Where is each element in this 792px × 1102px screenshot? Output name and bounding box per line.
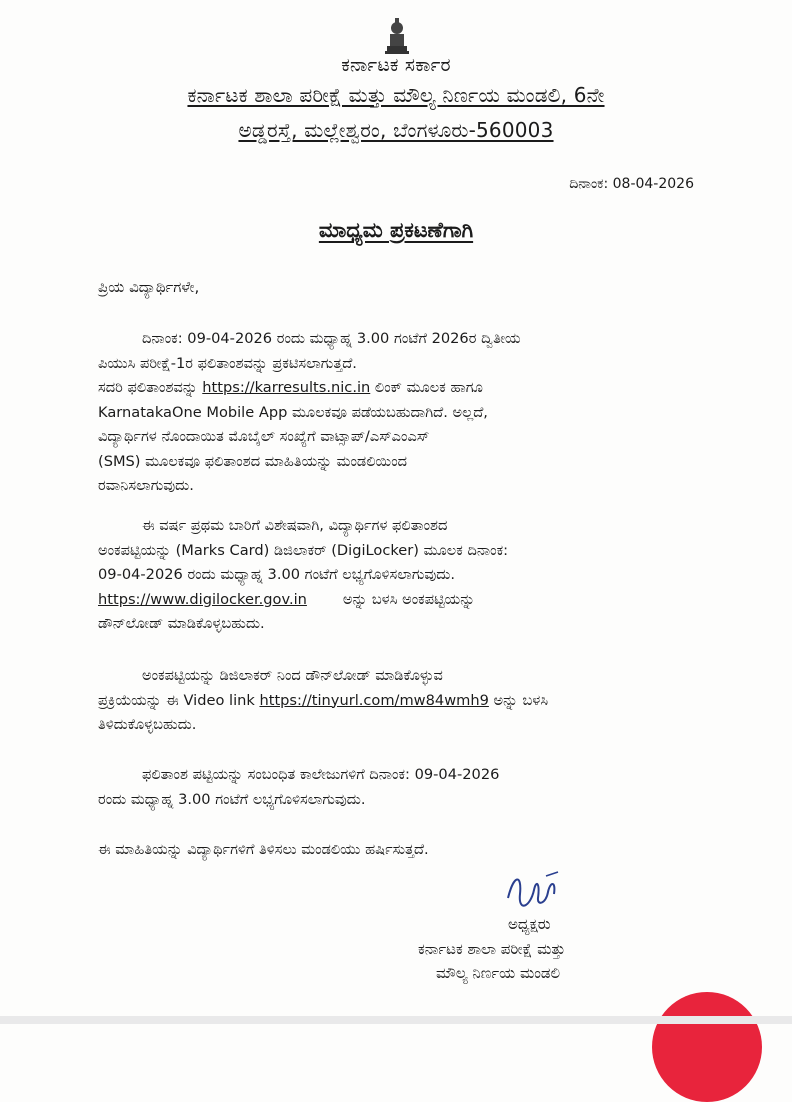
paragraph-line: 09-04-2026 ರಂದು ಮಧ್ಯಾಹ್ನ 3.00 ಗಂಟೆಗೆ ಲಭ್ಯಗೊಳಿಸಲಾಗುವುದು. — [98, 566, 455, 583]
paragraph-line: ಡೌನ್‌ಲೋಡ್ ಮಾಡಿಕೊಳ್ಳಬಹುದು. — [98, 615, 265, 632]
paragraph-digilocker — [98, 514, 698, 637]
tinyurl-video-link[interactable]: https://tinyurl.com/mw84wmh9 — [259, 691, 489, 709]
header-address: ಅಡ್ಡರಸ್ತೆ, ಮಲ್ಲೇಶ್ವರಂ, ಬೆಂಗಳೂರು-560003 — [238, 118, 554, 142]
paragraph-line: (SMS) ಮೂಲಕವೂ ಫಲಿತಾಂಶದ ಮಾಹಿತಿಯನ್ನು ಮಂಡಲಿಯಿಂದ — [98, 452, 408, 470]
header-government: ಕರ್ನಾಟಕ ಸರ್ಕಾರ — [341, 54, 451, 76]
text-fragment: ಲಿಂಕ್ ಮೂಲಕ ಹಾಗೂ — [370, 379, 483, 396]
bottom-bar — [0, 1016, 792, 1024]
paragraph-line: ರವಾನಿಸಲಾಗುವುದು. — [98, 477, 194, 494]
signature-scribble-icon — [500, 868, 580, 918]
signatory-designation: ಅಧ್ಯಕ್ಷರು — [508, 915, 551, 933]
digilocker-link[interactable]: https://www.digilocker.gov.in — [98, 590, 307, 608]
paragraph-closing — [98, 838, 698, 863]
paragraph-results-announcement — [98, 327, 698, 499]
red-seal-mark — [652, 992, 762, 1102]
paragraph-line: ಪಿಯುಸಿ ಪರೀಕ್ಷೆ-1ರ ಫಲಿತಾಂಶವನ್ನು ಪ್ರಕಟಿಸಲಾಗುತ್ತದೆ. — [98, 354, 357, 372]
paragraph-line — [98, 689, 698, 714]
text-fragment: ಸದರಿ ಫಲಿತಾಂಶವನ್ನು — [98, 379, 203, 396]
text-fragment: ಅನ್ನು ಬಳಸಿ — [488, 691, 549, 709]
paragraph-line: ರಂದು ಮಧ್ಯಾಹ್ನ 3.00 ಗಂಟೆಗೆ ಲಭ್ಯಗೊಳಿಸಲಾಗುವುದು. — [98, 790, 366, 808]
paragraph-college-list — [98, 763, 698, 812]
paragraph-line: ಅಂಕಪಟ್ಟಿಯನ್ನು (Marks Card) ಡಿಜಿಲಾಕರ್ (DigiLocker) ಮೂಲಕ ದಿನಾಂಕ: — [98, 541, 509, 559]
karresults-link[interactable]: https://karresults.nic.in — [202, 379, 371, 396]
salutation: ಪ್ರಿಯ ವಿದ್ಯಾರ್ಥಿಗಳೇ, — [98, 278, 200, 296]
signatory-org-line2: ಮೌಲ್ಯ ನಿರ್ಣಯ ಮಂಡಲಿ — [436, 964, 561, 982]
state-emblem-icon — [384, 16, 410, 56]
paragraph-line: ಫಲಿತಾಂಶ ಪಟ್ಟಿಯನ್ನು ಸಂಬಂಧಿತ ಕಾಲೇಜುಗಳಿಗೆ ದಿನಾಂಕ: 09-04-2026 — [142, 766, 500, 783]
text-fragment: ಪ್ರಕ್ರಿಯೆಯನ್ನು ಈ Video link — [98, 691, 260, 709]
text-fragment: ಅನ್ನು ಬಳಸಿ ಅಂಕಪಟ್ಟಿಯನ್ನು — [342, 590, 476, 608]
paragraph-line: ಅಂಕಪಟ್ಟಿಯನ್ನು ಡಿಜಿಲಾಕರ್ ನಿಂದ ಡೌನ್‌ಲೋಡ್ ಮಾಡಿಕೊಳ್ಳುವ — [142, 667, 443, 684]
paragraph-line: ಈ ವರ್ಷ ಪ್ರಥಮ ಬಾರಿಗೆ ವಿಶೇಷವಾಗಿ, ವಿದ್ಯಾರ್ಥಿಗಳ ಫಲಿತಾಂಶದ — [142, 517, 448, 534]
paragraph-line: KarnatakaOne Mobile App ಮೂಲಕವೂ ಪಡೆಯಬಹುದಾಗಿದೆ. ಅಲ್ಲದೆ, — [98, 403, 488, 421]
paragraph-line — [98, 588, 698, 613]
signatory-org-line1: ಕರ್ನಾಟಕ ಶಾಲಾ ಪರೀಕ್ಷೆ ಮತ್ತು — [418, 940, 566, 958]
document-date: ದಿನಾಂಕ: 08-04-2026 — [569, 176, 694, 192]
paragraph-line: ಈ ಮಾಹಿತಿಯನ್ನು ವಿದ್ಯಾರ್ಥಿಗಳಿಗೆ ತಿಳಿಸಲು ಮಂಡಲಿಯು ಹರ್ಷಿಸುತ್ತದೆ. — [98, 841, 429, 858]
paragraph-video-link — [98, 664, 698, 738]
paragraph-line — [98, 376, 698, 401]
header-board-name: ಕರ್ನಾಟಕ ಶಾಲಾ ಪರೀಕ್ಷೆ ಮತ್ತು ಮೌಲ್ಯ ನಿರ್ಣಯ ಮಂಡಲಿ, 6ನೇ — [187, 83, 605, 107]
paragraph-line: ದಿನಾಂಕ: 09-04-2026 ರಂದು ಮಧ್ಯಾಹ್ನ 3.00 ಗಂಟೆಗೆ 2026ರ ದ್ವಿತೀಯ — [142, 330, 521, 347]
paragraph-line: ತಿಳಿದುಕೊಳ್ಳಬಹುದು. — [98, 716, 197, 733]
document-title: ಮಾಧ್ಯಮ ಪ್ರಕಟಣೆಗಾಗಿ — [318, 218, 474, 242]
paragraph-line: ವಿದ್ಯಾರ್ಥಿಗಳ ನೊಂದಾಯಿತ ಮೊಬೈಲ್ ಸಂಖ್ಯೆಗೆ ವಾಟ್ಸಾಪ್/ಎಸ್‌ಎಂಎಸ್ — [98, 428, 430, 445]
